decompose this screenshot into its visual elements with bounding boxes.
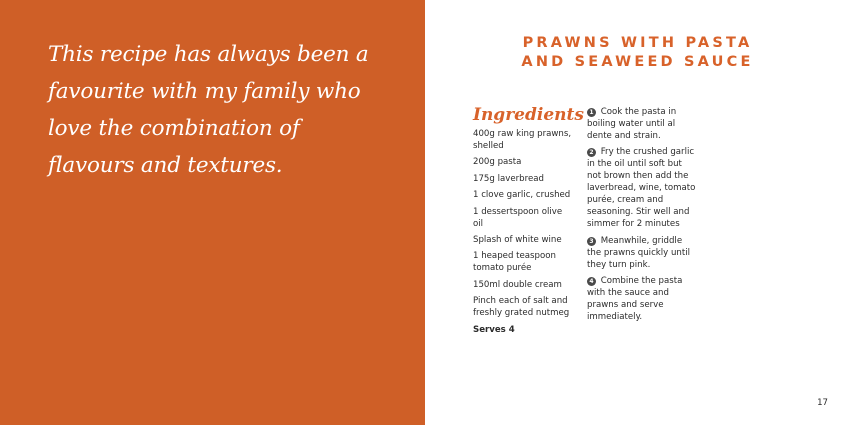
recipe-title-line-2: AND SEAWEED SAUCE	[521, 54, 754, 70]
ingredient-item: Splash of white wine	[473, 234, 562, 245]
step-number-badge: 2	[587, 148, 596, 157]
ingredient-item: 400g raw king prawns, shelled	[473, 129, 572, 151]
method-step	[587, 146, 697, 230]
ingredient-item: 1 dessertspoon olive oil	[473, 206, 563, 229]
step-number-badge: 4	[587, 277, 596, 286]
ingredient-item: 150ml double cream	[473, 279, 562, 290]
step-number-badge: 3	[587, 237, 596, 246]
method-section	[587, 106, 697, 328]
ingredient-item: 1 heaped teaspoon tomato purée	[473, 251, 556, 274]
recipe-title	[425, 34, 850, 72]
ingredient-item: 200g pasta	[473, 157, 522, 168]
ingredient-item: 1 clove garlic, crushed	[473, 190, 571, 201]
method-step	[587, 106, 697, 142]
method-step-text: Meanwhile, griddle the prawns quickly until they turn pink.	[587, 235, 691, 270]
method-step-text: Cook the pasta in boiling water until al dente and strain.	[587, 107, 677, 141]
method-step	[587, 235, 697, 271]
method-step-text: Fry the crushed garlic in the oil until soft but not brown then add the laverbread, wine, tomato purée, cream and seasoning. Stir well and simmer for 2 minutes	[587, 147, 696, 230]
ingredient-list	[473, 128, 573, 319]
ingredients-heading: Ingredients	[473, 105, 584, 125]
intro-quote: This recipe has always been a favourite with my family who love the combination of flavours and textures.	[48, 42, 369, 178]
recipe-page	[425, 0, 850, 425]
ingredient-item: 175g laverbread	[473, 173, 544, 184]
step-number-badge: 1	[587, 108, 596, 117]
page-number: 17	[817, 398, 828, 408]
method-step-text: Combine the pasta with the sauce and prawns and serve immediately.	[587, 276, 683, 323]
serves-count: Serves 4	[473, 324, 515, 335]
ingredient-item: Pinch each of salt and freshly grated nutmeg	[473, 296, 570, 319]
method-step	[587, 275, 697, 323]
ingredients-section	[473, 104, 584, 336]
recipe-title-line-1: PRAWNS WITH PASTA	[522, 35, 753, 51]
